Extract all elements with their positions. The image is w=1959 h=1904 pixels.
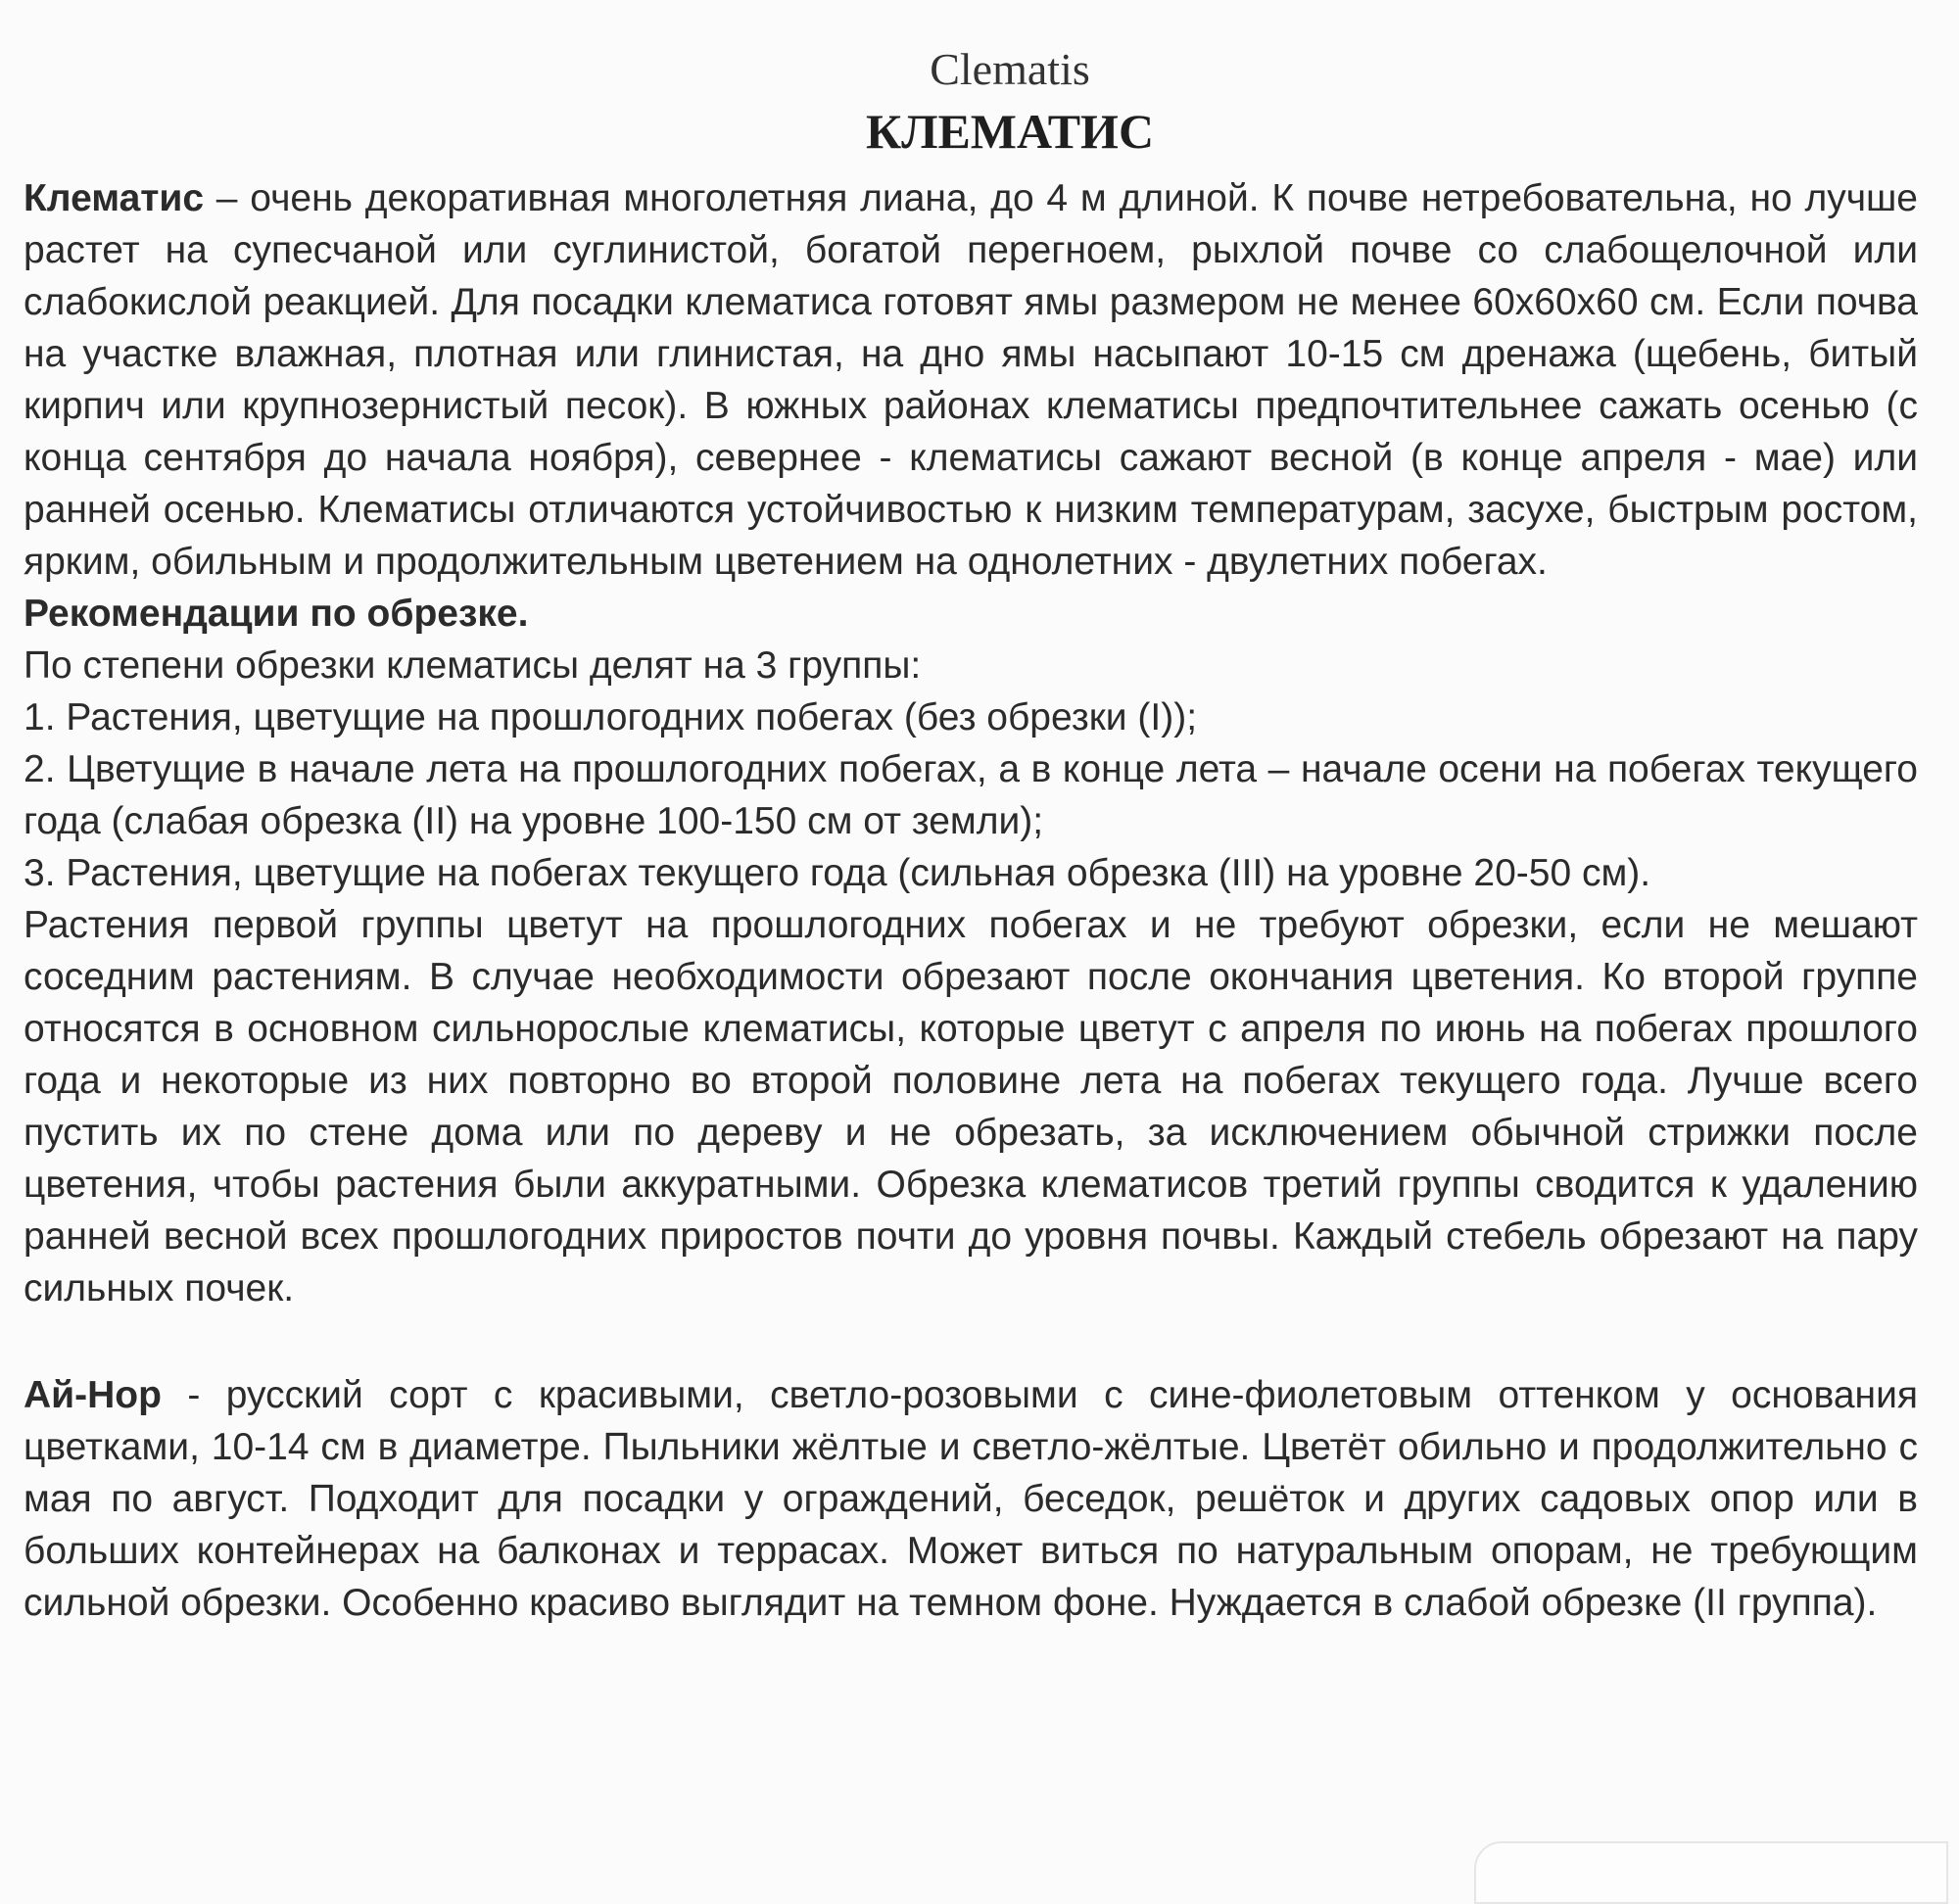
pruning-heading: Рекомендации по обрезке. — [24, 593, 529, 635]
pruning-item-2: 2. Цветущие в начале лета на прошлогодних побегах, а в конце лета – начале осени на побегах текущего года (слабая обрезка (II) на уровне 100-150 см от земли); — [24, 748, 1918, 842]
pruning-details: Растения первой группы цветут на прошлогодних побегах и не требуют обрезки, если не мешают соседним растениям. В случае необходимости обрезают после окончания цветения. Ко второй группе относятся в основном сильнорослые клематисы, которые цветут с апреля по июнь на побегах прошлого года и некоторые из них повторно во второй половине лета на побегах текущего года. Лучше всего пустить их по стене дома или по дереву и не обрезать, за исключением обычной стрижки после цветения, чтобы растения были аккуратными. Обрезка клематисов третий группы сводится к удалению ранней весной всех прошлогодних приростов почти до уровня почвы. Каждый стебель обрезают на пару сильных почек. — [24, 904, 1918, 1309]
document-page — [24, 39, 1918, 1629]
pruning-item-3: 3. Растения, цветущие на побегах текущего года (сильная обрезка (III) на уровне 20-50 см). — [24, 852, 1651, 894]
latin-title: Clematis — [930, 44, 1090, 94]
pruning-item-1: 1. Растения, цветущие на прошлогодних побегах (без обрезки (I)); — [24, 696, 1198, 738]
variety-paragraph — [24, 1369, 1918, 1629]
variety-text: - русский сорт с красивыми, светло-розовыми с сине-фиолетовым оттенком у основания цветками, 10-14 см в диаметре. Пыльники жёлтые и светло-жёлтые. Цветёт обильно и продолжительно с мая по август. Подходит для посадки у ограждений, беседок, решёток и других садовых опор или в больших контейнерах на балконах и террасах. Может виться по натуральным опорам, не требующим сильной обрезки. Особенно красиво выглядит на темном фоне. Нуждается в слабой обрезке (II группа). — [24, 1374, 1918, 1624]
variety-name: Ай-Нор — [24, 1374, 162, 1416]
section-gap — [24, 1314, 1918, 1369]
intro-lead: Клематис — [24, 177, 205, 219]
intro-paragraph — [24, 172, 1918, 588]
intro-text: – очень декоративная многолетняя лиана, до 4 м длиной. К почве нетребовательна, но лучше растет на супесчаной или суглинистой, богатой перегноем, рыхлой почве со слабощелочной или слабокислой реакцией. Для посадки клематиса готовят ямы размером не менее 60х60х60 см. Если почва на участке влажная, плотная или глинистая, на дно ямы насыпают 10-15 см дренажа (щебень, битый кирпич или крупнозернистый песок). В южных районах клематисы предпочтительнее сажать осенью (с конца сентября до начала ноября), севернее - клематисы сажают весной (в конце апреля - мае) или ранней осенью. Клематисы отличаются устойчивостью к низким температурам, засухе, быстрым ростом, ярким, обильным и продолжительным цветением на однолетних - двулетних побегах. — [24, 177, 1918, 583]
pruning-intro: По степени обрезки клематисы делят на 3 группы: — [24, 644, 922, 687]
next-panel-edge — [1474, 1841, 1948, 1904]
page-title: КЛЕМАТИС — [865, 104, 1155, 159]
